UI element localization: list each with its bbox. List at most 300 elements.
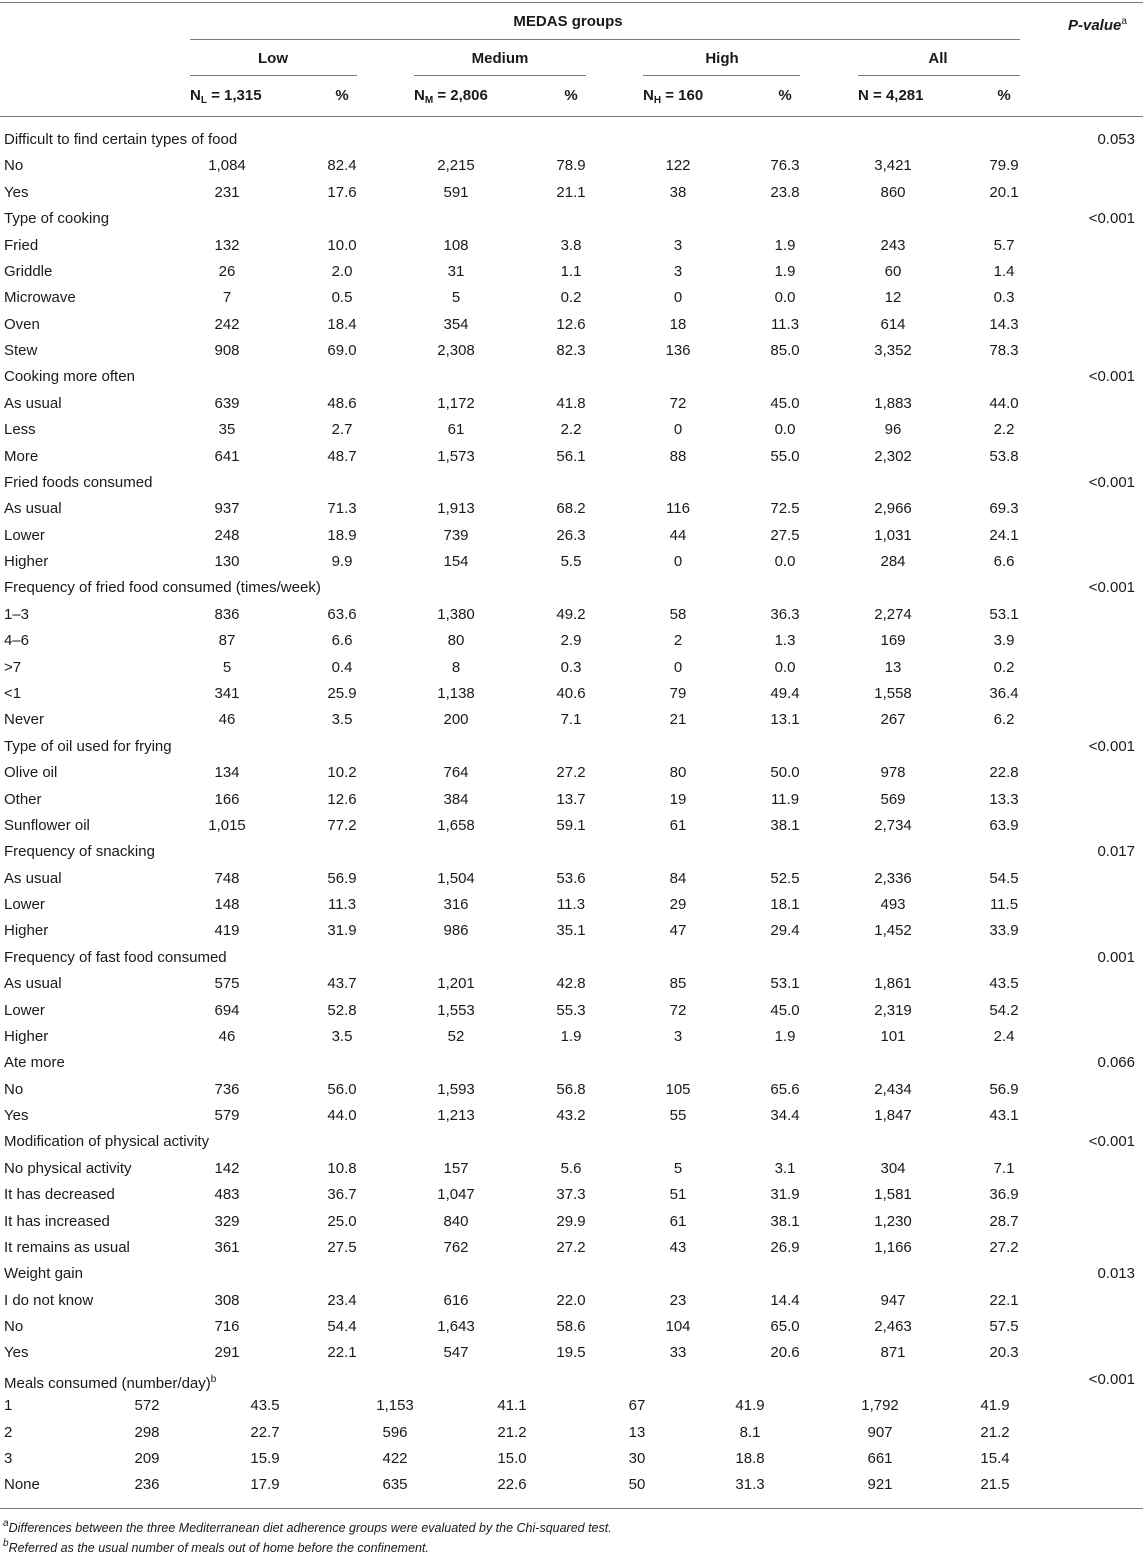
count-cell: 304 (880, 1160, 906, 1177)
percent-cell: 20.3 (989, 1344, 1019, 1361)
count-cell: 316 (443, 896, 469, 913)
count-cell: 108 (443, 237, 469, 254)
count-cell: 341 (214, 685, 240, 702)
category-label: Cooking more often (4, 368, 135, 385)
count-cell: 88 (669, 448, 687, 465)
row-label: As usual (4, 500, 62, 517)
count-cell: 2,336 (874, 870, 912, 887)
percent-cell: 29.4 (770, 922, 800, 939)
count-cell: 5 (673, 1160, 683, 1177)
percent-cell: 3.5 (331, 1028, 353, 1045)
percent-cell: 2.7 (331, 421, 353, 438)
percent-cell: 41.9 (980, 1397, 1010, 1414)
percent-cell: 9.9 (331, 553, 353, 570)
group-header-medium: Medium (471, 50, 529, 67)
count-cell: 2 (673, 632, 683, 649)
row-label: None (4, 1476, 40, 1493)
count-cell: 236 (134, 1476, 160, 1493)
count-cell: 2,215 (437, 157, 475, 174)
count-cell: 3 (673, 1028, 683, 1045)
row-label: Lower (4, 896, 45, 913)
count-cell: 986 (443, 922, 469, 939)
count-cell: 1,047 (437, 1186, 475, 1203)
count-cell: 1,166 (874, 1239, 912, 1256)
percent-cell: 38.1 (770, 1213, 800, 1230)
footnote-b: $^b$Referred as the usual number of meals out of home before the confinement. (3, 1538, 429, 1555)
percent-cell: 55.3 (556, 1002, 586, 1019)
percent-cell: 14.3 (989, 316, 1019, 333)
percent-cell: 12.6 (556, 316, 586, 333)
percent-cell: 27.2 (556, 1239, 586, 1256)
percent-cell: 8.1 (739, 1424, 761, 1441)
count-cell: 61 (447, 421, 465, 438)
row-label: No (4, 1081, 24, 1098)
table-bottom-rule (0, 1508, 1143, 1509)
percent-cell: 56.8 (556, 1081, 586, 1098)
percent-cell: 10.8 (327, 1160, 357, 1177)
percent-cell: 22.1 (327, 1344, 357, 1361)
percent-cell: 0.2 (560, 289, 582, 306)
row-label: Never (4, 711, 45, 728)
count-cell: 52 (447, 1028, 465, 1045)
percent-cell: 0.3 (560, 659, 582, 676)
percent-cell: 43.5 (250, 1397, 280, 1414)
category-label: Frequency of snacking (4, 843, 155, 860)
percent-cell: 13.3 (989, 791, 1019, 808)
percent-cell: 24.1 (989, 527, 1019, 544)
count-cell: 13 (628, 1424, 646, 1441)
percent-cell: 56.9 (327, 870, 357, 887)
percent-cell: 22.8 (989, 764, 1019, 781)
percent-header: % (778, 87, 792, 104)
percent-cell: 1.9 (774, 263, 796, 280)
percent-cell: 33.9 (989, 922, 1019, 939)
percent-cell: 25.9 (327, 685, 357, 702)
count-cell: 762 (443, 1239, 469, 1256)
count-cell: 1,380 (437, 606, 475, 623)
percent-cell: 1.9 (774, 237, 796, 254)
count-cell: 8 (451, 659, 461, 676)
count-cell: 85 (669, 975, 687, 992)
count-cell: 130 (214, 553, 240, 570)
p-value: 0.013 (1097, 1265, 1135, 1282)
count-header: N = 4,281 (858, 87, 924, 104)
count-cell: 1,913 (437, 500, 475, 517)
percent-cell: 0.3 (993, 289, 1015, 306)
count-cell: 46 (218, 1028, 236, 1045)
percent-cell: 11.9 (770, 791, 800, 808)
count-cell: 298 (134, 1424, 160, 1441)
percent-cell: 63.9 (989, 817, 1019, 834)
percent-cell: 18.8 (735, 1450, 765, 1467)
percent-cell: 59.1 (556, 817, 586, 834)
percent-header: % (997, 87, 1011, 104)
top-rule (0, 2, 1143, 3)
count-cell: 23 (669, 1292, 687, 1309)
percent-cell: 23.4 (327, 1292, 357, 1309)
count-cell: 422 (382, 1450, 408, 1467)
percent-cell: 18.4 (327, 316, 357, 333)
count-cell: 47 (669, 922, 687, 939)
row-label: 2 (4, 1424, 13, 1441)
count-cell: 419 (214, 922, 240, 939)
percent-cell: 18.1 (770, 896, 800, 913)
count-cell: 200 (443, 711, 469, 728)
percent-cell: 50.0 (770, 764, 800, 781)
row-label: Stew (4, 342, 38, 359)
percent-cell: 55.0 (770, 448, 800, 465)
percent-cell: 14.4 (770, 1292, 800, 1309)
medas-groups-title: MEDAS groups (513, 13, 623, 30)
count-cell: 308 (214, 1292, 240, 1309)
row-label: More (4, 448, 39, 465)
percent-cell: 85.0 (770, 342, 800, 359)
percent-cell: 5.6 (560, 1160, 582, 1177)
row-label: Yes (4, 184, 29, 201)
count-cell: 0 (673, 553, 683, 570)
count-cell: 72 (669, 395, 687, 412)
count-cell: 142 (214, 1160, 240, 1177)
count-cell: 1,861 (874, 975, 912, 992)
count-cell: 3 (673, 263, 683, 280)
count-cell: 716 (214, 1318, 240, 1335)
count-cell: 947 (880, 1292, 906, 1309)
percent-cell: 21.2 (980, 1424, 1010, 1441)
count-cell: 2,434 (874, 1081, 912, 1098)
group-low-rule (190, 75, 357, 76)
count-cell: 29 (669, 896, 687, 913)
count-cell: 978 (880, 764, 906, 781)
count-cell: 641 (214, 448, 240, 465)
percent-cell: 36.9 (989, 1186, 1019, 1203)
count-cell: 639 (214, 395, 240, 412)
count-cell: 3,421 (874, 157, 912, 174)
count-cell: 575 (214, 975, 240, 992)
count-cell: 96 (884, 421, 902, 438)
percent-cell: 49.4 (770, 685, 800, 702)
percent-cell: 43.1 (989, 1107, 1019, 1124)
percent-cell: 44.0 (989, 395, 1019, 412)
count-cell: 1,581 (874, 1186, 912, 1203)
percent-cell: 11.3 (327, 896, 357, 913)
percent-cell: 27.2 (989, 1239, 1019, 1256)
header-bottom-rule (0, 116, 1143, 117)
count-cell: 1,643 (437, 1318, 475, 1335)
count-cell: 61 (669, 817, 687, 834)
percent-cell: 53.1 (770, 975, 800, 992)
count-cell: 122 (665, 157, 691, 174)
count-cell: 12 (884, 289, 902, 306)
row-label: Lower (4, 527, 45, 544)
count-cell: 0 (673, 289, 683, 306)
count-cell: 764 (443, 764, 469, 781)
count-cell: 148 (214, 896, 240, 913)
count-cell: 572 (134, 1397, 160, 1414)
row-label: Fried (4, 237, 39, 254)
percent-cell: 3.8 (560, 237, 582, 254)
count-cell: 243 (880, 237, 906, 254)
count-cell: 1,504 (437, 870, 475, 887)
count-cell: 5 (451, 289, 461, 306)
count-cell: 84 (669, 870, 687, 887)
category-label: Weight gain (4, 1265, 83, 1282)
percent-cell: 27.5 (327, 1239, 357, 1256)
p-value: 0.017 (1097, 843, 1135, 860)
count-cell: 30 (628, 1450, 646, 1467)
percent-cell: 22.7 (250, 1424, 280, 1441)
percent-cell: 12.6 (327, 791, 357, 808)
count-cell: 1,593 (437, 1081, 475, 1098)
count-cell: 1,213 (437, 1107, 475, 1124)
p-value: <0.001 (1088, 738, 1135, 755)
count-cell: 18 (669, 316, 687, 333)
percent-cell: 79.9 (989, 157, 1019, 174)
count-cell: 60 (884, 263, 902, 280)
count-cell: 67 (628, 1397, 646, 1414)
count-cell: 26 (218, 263, 236, 280)
count-cell: 840 (443, 1213, 469, 1230)
percent-cell: 53.1 (989, 606, 1019, 623)
count-cell: 354 (443, 316, 469, 333)
percent-cell: 11.3 (556, 896, 586, 913)
percent-cell: 1.9 (774, 1028, 796, 1045)
percent-cell: 17.9 (250, 1476, 280, 1493)
p-value: <0.001 (1088, 579, 1135, 596)
percent-cell: 52.8 (327, 1002, 357, 1019)
percent-cell: 23.8 (770, 184, 800, 201)
count-header: $N_H = 160$ (643, 87, 704, 106)
percent-cell: 68.2 (556, 500, 586, 517)
percent-cell: 21.5 (980, 1476, 1010, 1493)
percent-cell: 40.6 (556, 685, 586, 702)
percent-cell: 43.5 (989, 975, 1019, 992)
percent-cell: 21.1 (556, 184, 586, 201)
percent-cell: 7.1 (560, 711, 582, 728)
percent-cell: 41.1 (497, 1397, 527, 1414)
row-label: Griddle (4, 263, 53, 280)
count-cell: 748 (214, 870, 240, 887)
p-value: <0.001 (1088, 1371, 1135, 1388)
row-label: As usual (4, 975, 62, 992)
percent-cell: 72.5 (770, 500, 800, 517)
row-label: Higher (4, 553, 49, 570)
percent-cell: 27.5 (770, 527, 800, 544)
count-cell: 569 (880, 791, 906, 808)
percent-cell: 0.0 (774, 289, 796, 306)
count-cell: 2,274 (874, 606, 912, 623)
group-high-rule (643, 75, 800, 76)
count-cell: 231 (214, 184, 240, 201)
count-cell: 1,847 (874, 1107, 912, 1124)
row-label: It has decreased (4, 1186, 115, 1203)
count-cell: 1,553 (437, 1002, 475, 1019)
count-cell: 55 (669, 1107, 687, 1124)
count-cell: 860 (880, 184, 906, 201)
count-cell: 267 (880, 711, 906, 728)
count-cell: 2,463 (874, 1318, 912, 1335)
percent-cell: 56.1 (556, 448, 586, 465)
percent-cell: 38.1 (770, 817, 800, 834)
count-cell: 284 (880, 553, 906, 570)
count-cell: 1,558 (874, 685, 912, 702)
count-cell: 591 (443, 184, 469, 201)
count-cell: 483 (214, 1186, 240, 1203)
percent-header: % (335, 87, 349, 104)
count-cell: 579 (214, 1107, 240, 1124)
percent-cell: 17.6 (327, 184, 357, 201)
category-label: Ate more (4, 1054, 65, 1071)
percent-cell: 77.2 (327, 817, 357, 834)
count-cell: 136 (665, 342, 691, 359)
row-label: >7 (4, 659, 22, 676)
percent-cell: 10.2 (327, 764, 357, 781)
percent-cell: 2.2 (560, 421, 582, 438)
row-label: It has increased (4, 1213, 110, 1230)
count-cell: 0 (673, 659, 683, 676)
percent-cell: 78.3 (989, 342, 1019, 359)
percent-cell: 5.5 (560, 553, 582, 570)
percent-cell: 69.0 (327, 342, 357, 359)
footnote-a: $^a$Differences between the three Mediterranean diet adherence groups were evaluated by the Chi-squared test. (3, 1518, 612, 1535)
medas-group-rule (190, 39, 1020, 40)
count-cell: 1,031 (874, 527, 912, 544)
percent-cell: 45.0 (770, 1002, 800, 1019)
percent-cell: 36.7 (327, 1186, 357, 1203)
category-label: Type of cooking (4, 210, 110, 227)
count-cell: 2,308 (437, 342, 475, 359)
category-label: Frequency of fried food consumed (times/week) (4, 579, 321, 596)
count-cell: 116 (666, 500, 690, 517)
percent-cell: 58.6 (556, 1318, 586, 1335)
row-label: No (4, 1318, 24, 1335)
percent-cell: 43.2 (556, 1107, 586, 1124)
count-cell: 209 (134, 1450, 160, 1467)
percent-cell: 10.0 (327, 237, 357, 254)
category-label: Difficult to find certain types of food (4, 131, 238, 148)
percent-cell: 34.4 (770, 1107, 800, 1124)
percent-cell: 1.1 (560, 263, 582, 280)
percent-cell: 54.2 (989, 1002, 1019, 1019)
count-cell: 2,319 (874, 1002, 912, 1019)
percent-cell: 65.0 (770, 1318, 800, 1335)
percent-cell: 6.2 (993, 711, 1015, 728)
count-cell: 51 (669, 1186, 687, 1203)
row-label: No physical activity (4, 1160, 132, 1177)
percent-cell: 0.2 (993, 659, 1015, 676)
count-cell: 907 (867, 1424, 893, 1441)
count-cell: 921 (867, 1476, 893, 1493)
count-cell: 661 (867, 1450, 893, 1467)
percent-cell: 82.3 (556, 342, 586, 359)
count-cell: 58 (669, 606, 687, 623)
count-cell: 1,172 (437, 395, 475, 412)
percent-cell: 35.1 (556, 922, 586, 939)
count-cell: 616 (443, 1292, 469, 1309)
count-cell: 169 (880, 632, 906, 649)
count-cell: 3,352 (874, 342, 912, 359)
p-value: <0.001 (1088, 210, 1135, 227)
percent-cell: 36.4 (989, 685, 1019, 702)
percent-cell: 20.1 (989, 184, 1019, 201)
p-value: <0.001 (1088, 1133, 1135, 1150)
percent-cell: 26.3 (556, 527, 586, 544)
percent-cell: 0.0 (774, 553, 796, 570)
percent-cell: 48.6 (327, 395, 357, 412)
percent-cell: 3.1 (774, 1160, 796, 1177)
percent-cell: 22.1 (989, 1292, 1019, 1309)
percent-cell: 78.9 (556, 157, 586, 174)
percent-cell: 22.6 (497, 1476, 527, 1493)
count-cell: 31 (447, 263, 465, 280)
row-label: 1 (4, 1397, 13, 1414)
percent-cell: 3.9 (993, 632, 1015, 649)
count-cell: 3 (673, 237, 683, 254)
percent-cell: 56.0 (327, 1081, 357, 1098)
count-cell: 908 (214, 342, 240, 359)
count-cell: 1,573 (437, 448, 475, 465)
percent-cell: 65.6 (770, 1081, 800, 1098)
percent-cell: 26.9 (770, 1239, 800, 1256)
count-cell: 1,883 (874, 395, 912, 412)
percent-cell: 41.9 (735, 1397, 765, 1414)
percent-cell: 25.0 (327, 1213, 357, 1230)
percent-cell: 15.0 (497, 1450, 527, 1467)
row-label: 1–3 (4, 606, 30, 623)
percent-cell: 36.3 (770, 606, 800, 623)
count-cell: 154 (443, 553, 469, 570)
group-all-rule (858, 75, 1020, 76)
count-cell: 21 (669, 711, 687, 728)
count-cell: 87 (218, 632, 236, 649)
count-cell: 50 (628, 1476, 646, 1493)
count-cell: 1,792 (861, 1397, 899, 1414)
row-label: 4–6 (4, 632, 30, 649)
p-value-header: P-value$^a$ (1068, 16, 1127, 34)
percent-cell: 2.9 (560, 632, 582, 649)
percent-cell: 31.9 (327, 922, 357, 939)
count-cell: 43 (669, 1239, 687, 1256)
row-label: 3 (4, 1450, 13, 1467)
percent-cell: 49.2 (556, 606, 586, 623)
percent-cell: 19.5 (556, 1344, 586, 1361)
count-cell: 134 (214, 764, 240, 781)
row-label: Oven (4, 316, 40, 333)
count-cell: 1,084 (208, 157, 246, 174)
count-cell: 104 (665, 1318, 691, 1335)
count-cell: 1,153 (376, 1397, 414, 1414)
count-cell: 493 (880, 896, 906, 913)
row-label: Microwave (4, 289, 76, 306)
count-cell: 132 (214, 237, 240, 254)
percent-cell: 20.6 (770, 1344, 800, 1361)
percent-cell: 53.8 (989, 448, 1019, 465)
row-label: Sunflower oil (4, 817, 90, 834)
percent-cell: 1.3 (774, 632, 796, 649)
count-cell: 35 (218, 421, 236, 438)
percent-cell: 27.2 (556, 764, 586, 781)
percent-cell: 54.5 (989, 870, 1019, 887)
percent-cell: 11.5 (989, 896, 1019, 913)
percent-cell: 41.8 (556, 395, 586, 412)
percent-cell: 42.8 (556, 975, 586, 992)
count-cell: 1,658 (437, 817, 475, 834)
count-cell: 157 (443, 1160, 469, 1177)
percent-header: % (564, 87, 578, 104)
percent-cell: 54.4 (327, 1318, 357, 1335)
count-cell: 2,966 (874, 500, 912, 517)
count-cell: 361 (214, 1239, 240, 1256)
count-cell: 836 (214, 606, 240, 623)
